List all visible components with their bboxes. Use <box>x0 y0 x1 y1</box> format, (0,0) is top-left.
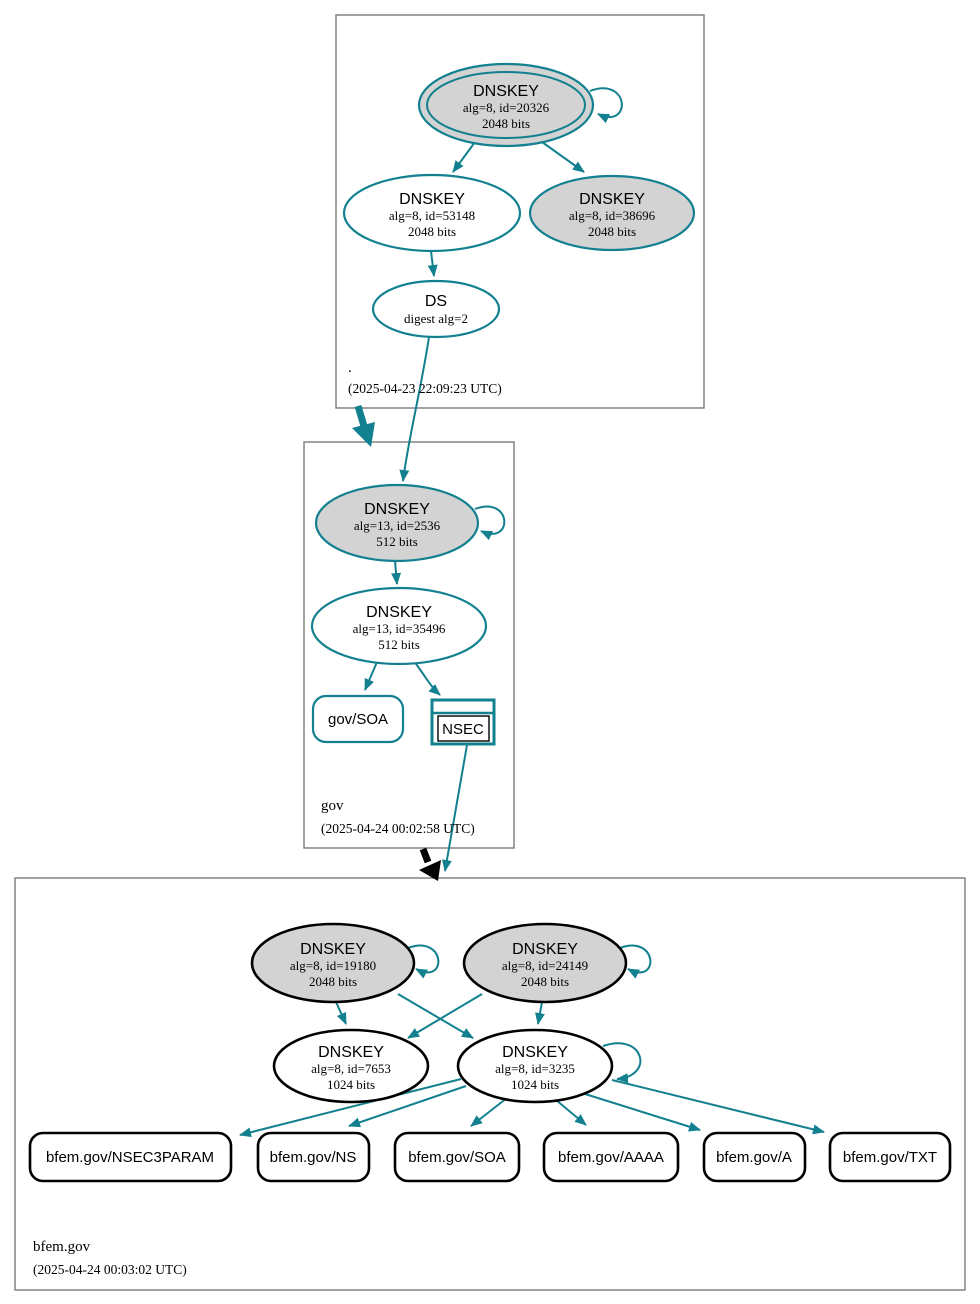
node-rrset-a <box>704 1133 805 1181</box>
node-rrset-nsec3param <box>30 1133 231 1181</box>
node-dnskey-7653 <box>274 1030 428 1102</box>
dnskey-3235-bits: 1024 bits <box>510 1077 560 1092</box>
zone-name-bfem-gov: bfem.gov <box>33 1239 91 1255</box>
rrset-txt-label: bfem.gov/TXT <box>842 1149 938 1166</box>
ds-detail: digest alg=2 <box>403 311 469 326</box>
edge-3235-to-a <box>585 1094 700 1130</box>
dnskey-38696-title: DNSKEY <box>579 191 645 208</box>
dnskey-53148-bits: 2048 bits <box>407 224 457 239</box>
zone-label-bfem-gov <box>33 1239 187 1277</box>
dnskey-38696-bits: 2048 bits <box>587 224 637 239</box>
node-dnskey-19180 <box>252 924 414 1002</box>
dnskey-3235-title: DNSKEY <box>502 1044 568 1061</box>
edge-nsec-to-bfem-zone <box>445 745 467 871</box>
nsec-label: NSEC <box>442 721 484 738</box>
rrset-ns-label: bfem.gov/NS <box>269 1149 357 1166</box>
edge-3235-to-aaaa <box>556 1100 586 1125</box>
dnskey-2536-title: DNSKEY <box>364 501 430 518</box>
dnskey-35496-title: DNSKEY <box>366 604 432 621</box>
edge-35496-to-nsec <box>414 661 440 695</box>
edge-35496-to-gov-soa <box>365 662 377 690</box>
node-rrset-txt <box>830 1133 950 1181</box>
ds-title: DS <box>424 293 448 310</box>
dnskey-24149-bits: 2048 bits <box>520 974 570 989</box>
rrset-nsec3param-label: bfem.gov/NSEC3PARAM <box>45 1149 215 1166</box>
edge-24149-to-7653 <box>408 994 482 1038</box>
node-dnskey-35496 <box>312 588 486 664</box>
rrset-a-label: bfem.gov/A <box>716 1149 792 1166</box>
dnskey-19180-bits: 2048 bits <box>308 974 358 989</box>
dnskey-3235-detail: alg=8, id=3235 <box>495 1061 575 1076</box>
zone-name-gov: gov <box>321 798 344 814</box>
node-rrset-aaaa <box>544 1133 678 1181</box>
edge-selfloop-dnskey-2536 <box>475 507 504 534</box>
gov-soa-label: gov/SOA <box>327 711 389 728</box>
dnskey-7653-title: DNSKEY <box>318 1044 384 1061</box>
dnskey-53148-title: DNSKEY <box>399 191 465 208</box>
zone-timestamp-bfem-gov: (2025-04-24 00:03:02 UTC) <box>33 1262 187 1277</box>
dnskey-53148-detail: alg=8, id=53148 <box>388 208 476 223</box>
node-dnskey-38696 <box>530 176 694 250</box>
node-dnskey-24149 <box>464 924 626 1002</box>
node-dnskey-20326 <box>419 64 593 146</box>
node-dnskey-53148 <box>344 175 520 251</box>
zone-label-gov <box>321 798 475 836</box>
dnskey-19180-title: DNSKEY <box>300 941 366 958</box>
dnskey-7653-detail: alg=8, id=7653 <box>311 1061 391 1076</box>
dnskey-38696-detail: alg=8, id=38696 <box>568 208 656 223</box>
dnskey-24149-title: DNSKEY <box>512 941 578 958</box>
node-rrset-soa <box>395 1133 519 1181</box>
dnskey-20326-bits: 2048 bits <box>481 116 531 131</box>
dnskey-35496-detail: alg=13, id=35496 <box>352 621 446 636</box>
edge-2536-to-35496 <box>395 561 397 584</box>
edge-3235-to-soa <box>471 1098 507 1126</box>
dnskey-19180-detail: alg=8, id=19180 <box>289 958 377 973</box>
edge-19180-to-7653 <box>336 1002 346 1024</box>
edge-delegation-root-gov-shaft <box>358 406 364 426</box>
edge-20326-to-38696 <box>542 142 584 172</box>
dnskey-35496-bits: 512 bits <box>378 637 420 652</box>
dnskey-24149-detail: alg=8, id=24149 <box>501 958 589 973</box>
edge-selfloop-dnskey-20326 <box>590 88 622 117</box>
node-dnskey-2536 <box>316 485 478 561</box>
node-rrset-ns <box>258 1133 369 1181</box>
edge-3235-to-txt <box>612 1080 824 1132</box>
dnskey-20326-detail: alg=8, id=20326 <box>462 100 550 115</box>
edge-24149-to-3235 <box>538 1002 542 1024</box>
zone-name-root: . <box>348 360 352 376</box>
edge-delegation-gov-bfem-shaft <box>423 849 428 862</box>
dnskey-20326-title: DNSKEY <box>473 83 539 100</box>
zone-timestamp-gov: (2025-04-24 00:02:58 UTC) <box>321 821 475 836</box>
node-ds-root <box>373 281 499 337</box>
edge-delegation-root-gov-head <box>352 422 375 447</box>
edge-20326-to-53148 <box>453 142 475 172</box>
dnskey-7653-bits: 1024 bits <box>326 1077 376 1092</box>
node-gov-soa <box>313 696 403 742</box>
node-dnskey-3235 <box>458 1030 612 1102</box>
rrset-aaaa-label: bfem.gov/AAAA <box>558 1149 664 1166</box>
dnskey-2536-bits: 512 bits <box>376 534 418 549</box>
edge-ds-to-gov-dnskey-2536 <box>403 337 429 481</box>
node-gov-nsec <box>432 700 494 744</box>
zone-timestamp-root: (2025-04-23 22:09:23 UTC) <box>348 381 502 396</box>
edge-53148-to-ds <box>431 251 434 276</box>
rrset-soa-label: bfem.gov/SOA <box>408 1149 506 1166</box>
edge-19180-to-3235 <box>398 994 473 1038</box>
dnskey-2536-detail: alg=13, id=2536 <box>353 518 441 533</box>
